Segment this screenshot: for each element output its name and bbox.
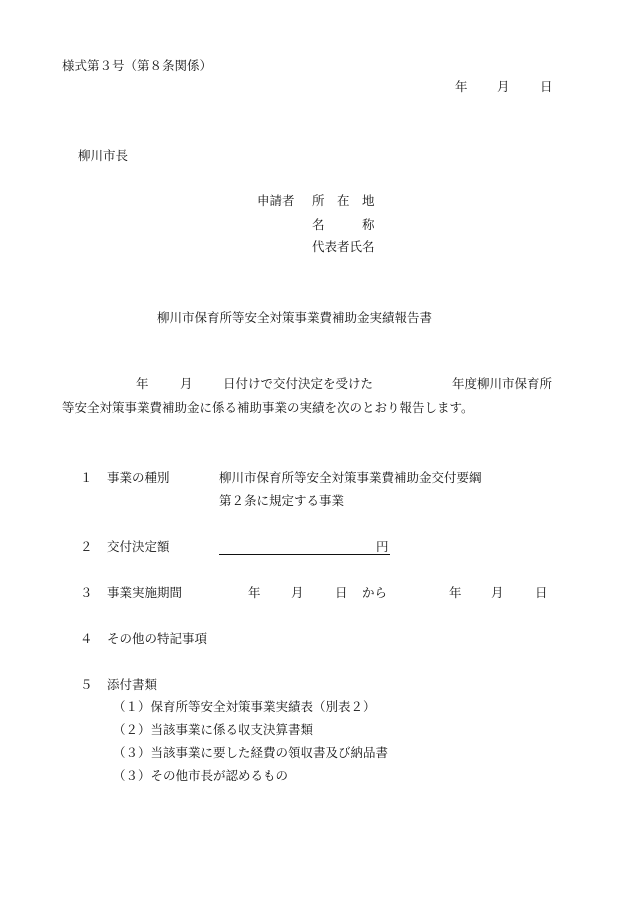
item1-label: 事業の種別 [107, 470, 170, 485]
addressee: 柳川市長 [78, 148, 129, 163]
item4-label: その他の特記事項 [107, 631, 208, 646]
body-fiscal-text: 年度柳川市保育所 [452, 376, 553, 391]
body-decision-text: 日付けで交付決定を受けた [223, 376, 374, 391]
attachment-item: （３）その他市長が認めるもの [113, 768, 289, 783]
grant-amount-underline [219, 541, 390, 555]
applicant-label: 申請者 [257, 193, 295, 208]
form-number: 様式第３号（第８条関係） [62, 58, 213, 73]
item5-number: ５ [80, 677, 93, 692]
item1-value-line1: 柳川市保育所等安全対策事業費補助金交付要綱 [219, 470, 482, 485]
item4-number: ４ [80, 631, 93, 646]
attachment-item: （１）保育所等安全対策事業実績表（別表２） [113, 699, 376, 714]
item2-number: ２ [80, 539, 93, 554]
item2-label: 交付決定額 [107, 539, 170, 554]
item3-end-day: 日 [535, 585, 548, 600]
date-month-label: 月 [497, 79, 510, 94]
applicant-address-label: 所 在 地 [312, 193, 375, 208]
item3-start-year: 年 [248, 585, 261, 600]
item3-end-month: 月 [491, 585, 504, 600]
applicant-name-label: 名 称 [312, 217, 375, 232]
document-title: 柳川市保育所等安全対策事業費補助金実績報告書 [157, 310, 433, 325]
body-year-label: 年 [136, 376, 149, 391]
attachment-item: （３）当該事業に要した経費の領収書及び納品書 [113, 745, 389, 760]
item3-end-year: 年 [449, 585, 462, 600]
date-day-label: 日 [540, 79, 553, 94]
item1-value-line2: 第２条に規定する事業 [219, 493, 345, 508]
applicant-representative-label: 代表者氏名 [312, 239, 375, 254]
body-month-label: 月 [180, 376, 193, 391]
item3-number: ３ [80, 585, 93, 600]
attachment-item: （２）当該事業に係る収支決算書類 [113, 722, 314, 737]
item5-label: 添付書類 [107, 677, 158, 692]
body-line2: 等安全対策事業費補助金に係る補助事業の実績を次のとおり報告します。 [62, 400, 474, 415]
item3-start-day: 日 [335, 585, 348, 600]
date-year-label: 年 [455, 79, 468, 94]
item3-start-month: 月 [291, 585, 304, 600]
item2-unit: 円 [376, 539, 389, 554]
item3-label: 事業実施期間 [107, 585, 183, 600]
item3-from: から [362, 585, 388, 600]
item1-number: １ [80, 470, 93, 485]
